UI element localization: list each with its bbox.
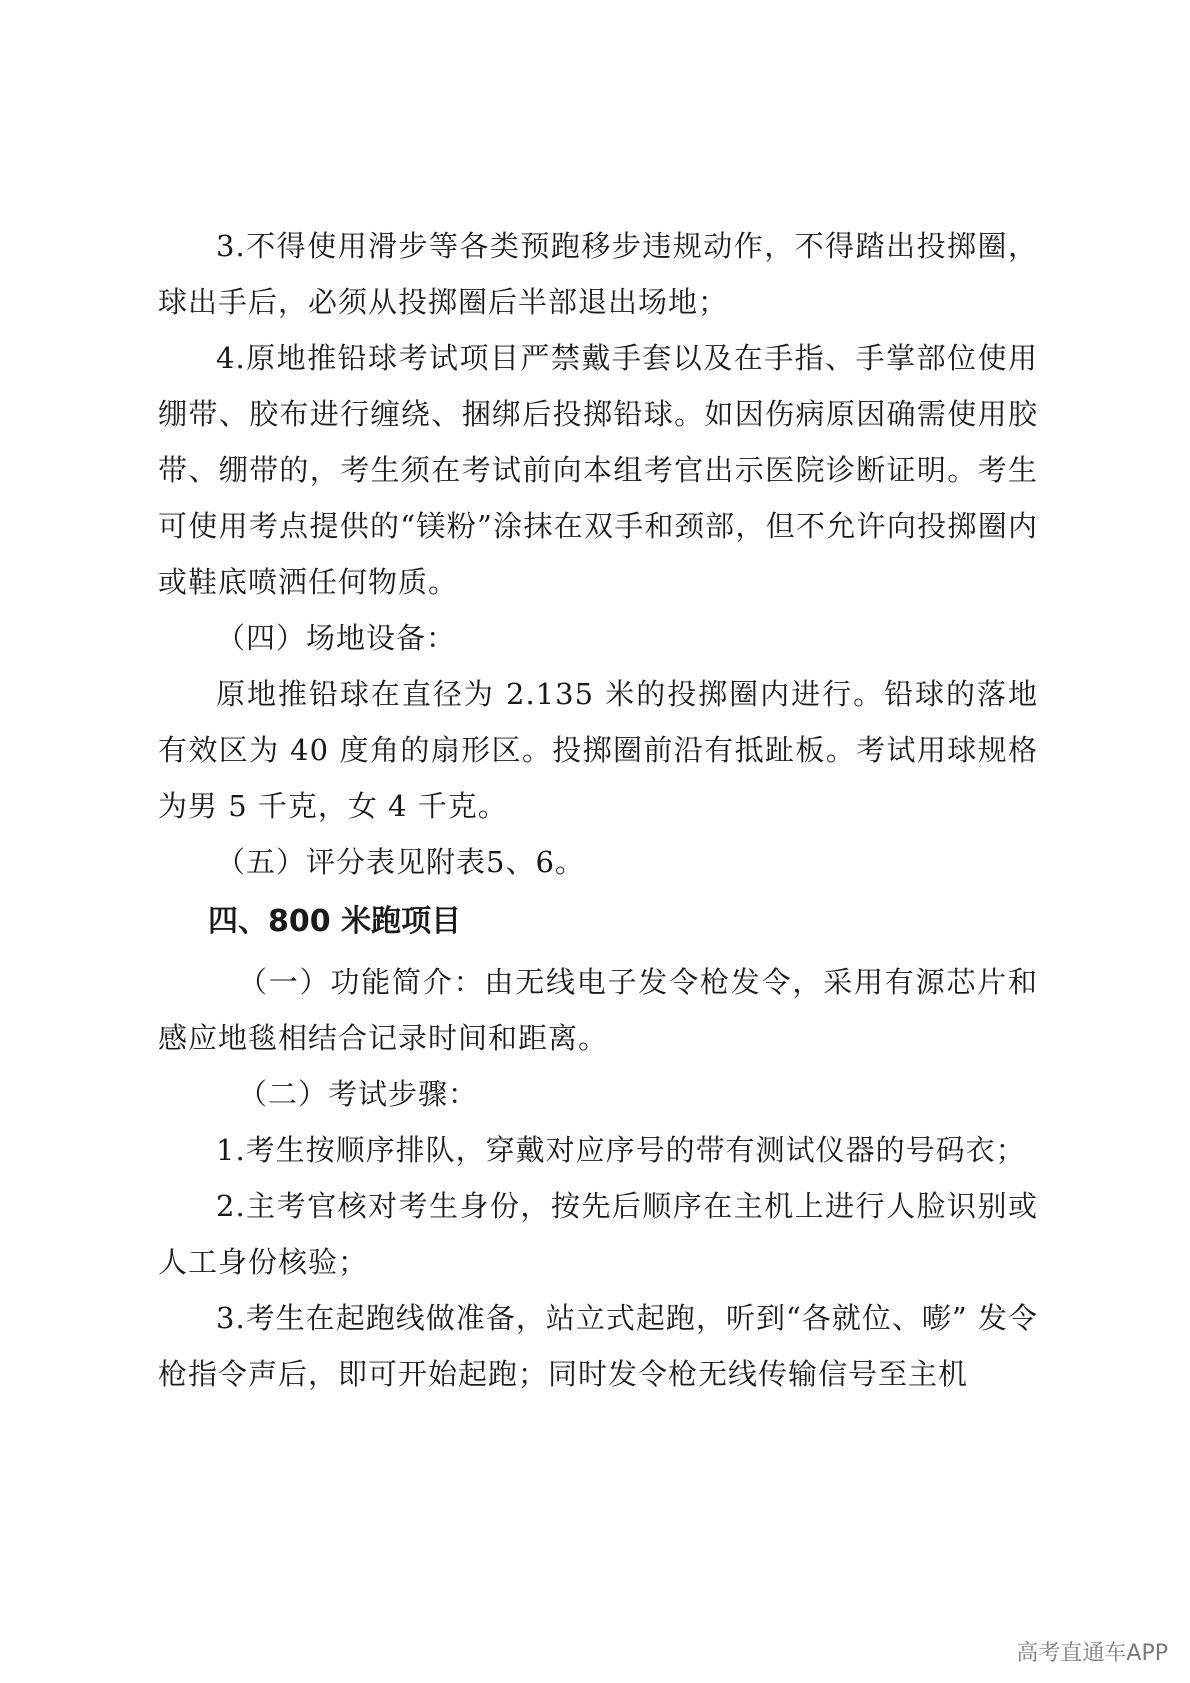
section-heading-scoring: （五）评分表见附表5、6。 xyxy=(216,845,585,879)
paragraph-venue: 原地推铅球在直径为 2.135 米的投掷圈内进行。铅球的落地有效区为 40 度角的扇形区。投掷圈前沿有抵趾板。考试用球规格为男 5 千克，女 4 千克。 xyxy=(158,677,1038,823)
watermark: 高考直通车APP xyxy=(1016,1641,1168,1666)
paragraph-step-1: 1.考生按顺序排队，穿戴对应序号的带有测试仪器的号码衣； xyxy=(216,1133,1026,1167)
paragraph-step-3: 3.考生在起跑线做准备，站立式起跑，听到“各就位、嘭” 发令枪指令声后，即可开始起跑；同时发令枪无线传输信号至主机 xyxy=(158,1301,1038,1391)
paragraph-rule-4: 4.原地推铅球考试项目严禁戴手套以及在手指、手掌部位使用绷带、胶布进行缠绕、捆绑后投掷铅球。如因伤病原因确需使用胶带、绷带的，考生须在考试前向本组考官出示医院诊断证明。考生可使用考点提供的“镁粉”涂抹在双手和颈部，但不允许向投掷圈内或鞋底喷洒任何物质。 xyxy=(158,341,1038,599)
paragraph-rule-3: 3.不得使用滑步等各类预跑移步违规动作，不得踏出投掷圈，球出手后，必须从投掷圈后半部退出场地； xyxy=(158,229,1038,319)
paragraph-function-intro: （一）功能简介：由无线电子发令枪发令，采用有源芯片和感应地毯相结合记录时间和距离。 xyxy=(158,965,1038,1055)
paragraph-step-2: 2.主考官核对考生身份，按先后顺序在主机上进行人脸识别或人工身份核验； xyxy=(158,1189,1038,1279)
chapter-heading-800m: 四、800 米跑项目 xyxy=(208,904,462,939)
document-body xyxy=(158,218,1038,1402)
section-heading-steps: （二）考试步骤： xyxy=(238,1077,479,1111)
section-heading-venue: （四）场地设备： xyxy=(216,621,457,655)
